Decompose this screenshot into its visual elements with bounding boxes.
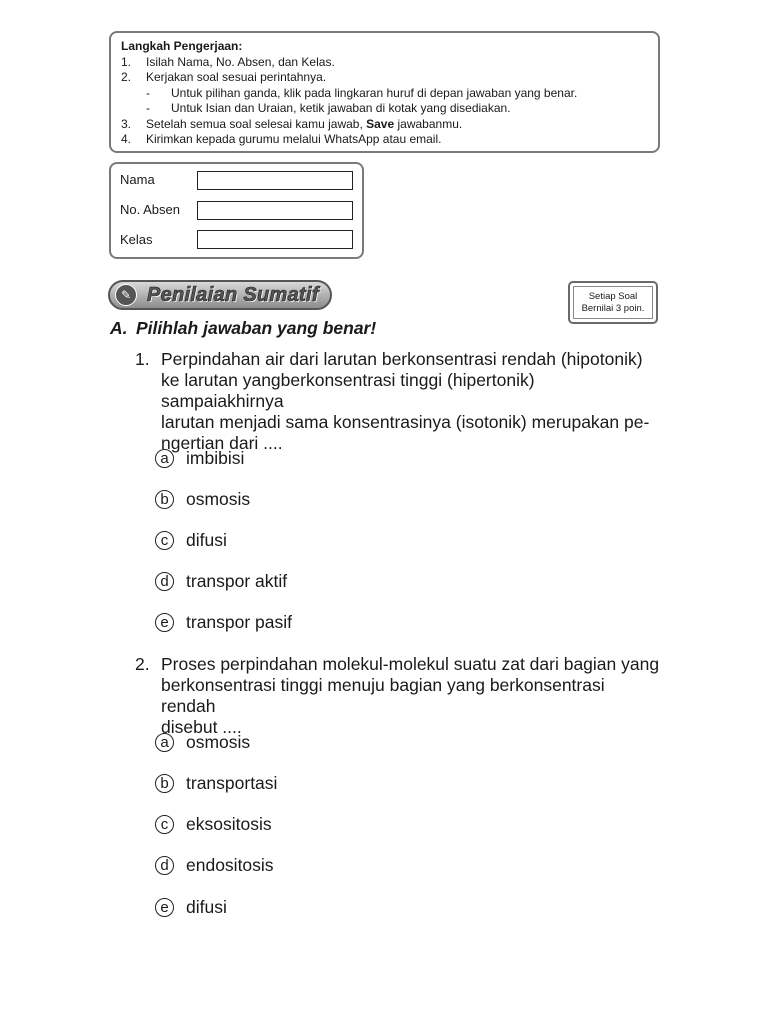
q1-option-e[interactable]: [155, 612, 292, 633]
question-number: 1.: [135, 349, 150, 369]
instruction-substep: [121, 86, 648, 102]
step-text-part: jawabanmu.: [394, 116, 463, 131]
question-line: berkonsentrasi tinggi menuju bagian yang berkonsentrasi rendah: [161, 675, 605, 716]
step-text: [146, 117, 462, 133]
step-number: 3.: [121, 116, 132, 131]
step-text: Kirimkan kepada gurumu melalui WhatsApp atau email.: [146, 132, 442, 146]
section-banner: [108, 280, 332, 310]
absen-label: No. Absen: [120, 202, 180, 217]
option-a-circle[interactable]: a: [155, 449, 174, 468]
step-dash: -: [146, 101, 150, 115]
step-dash: -: [146, 85, 150, 100]
q1-option-c[interactable]: [155, 530, 227, 551]
question-line: ngertian dari ....: [161, 433, 283, 453]
option-b-circle[interactable]: b: [155, 774, 174, 793]
option-e-circle[interactable]: e: [155, 613, 174, 632]
step-text-part: Setelah semua soal selesai kamu jawab,: [146, 116, 367, 131]
option-text: osmosis: [186, 489, 251, 509]
question-1: [135, 349, 660, 454]
class-input[interactable]: [197, 230, 353, 249]
option-text: imbibisi: [186, 448, 245, 468]
step-number: 1.: [121, 54, 132, 69]
instruction-step: [121, 55, 648, 71]
question-line: larutan menjadi sama konsentrasinya (isotonik) merupakan pe-: [161, 412, 650, 432]
question-2: [135, 654, 660, 738]
q1-option-a[interactable]: [155, 448, 244, 469]
option-c-circle[interactable]: c: [155, 531, 174, 550]
q2-option-d[interactable]: [155, 855, 274, 876]
step-text: Untuk pilihan ganda, klik pada lingkaran huruf di depan jawaban yang benar.: [171, 85, 578, 100]
instruction-substep: [121, 101, 648, 117]
class-label: Kelas: [120, 232, 153, 247]
points-inner: [573, 286, 653, 319]
option-text: eksositosis: [186, 814, 272, 834]
pencil-note-icon: ✎: [115, 284, 137, 306]
option-a-circle[interactable]: a: [155, 733, 174, 752]
instruction-step: [121, 132, 648, 148]
step-text: Untuk Isian dan Uraian, ketik jawaban di kotak yang disediakan.: [171, 101, 511, 115]
q2-option-c[interactable]: [155, 814, 272, 835]
option-b-circle[interactable]: b: [155, 490, 174, 509]
option-text: difusi: [186, 530, 227, 550]
banner-title: Penilaian Sumatif: [147, 283, 319, 306]
step-text: Kerjakan soal sesuai perintahnya.: [146, 70, 327, 84]
save-keyword: Save: [366, 116, 395, 131]
absen-input[interactable]: [197, 201, 353, 220]
q2-option-a[interactable]: [155, 732, 250, 753]
question-line: ke larutan yangberkonsentrasi tinggi (hipertonik) sampaiakhirnya: [161, 370, 535, 411]
question-line: disebut ....: [161, 717, 242, 737]
points-box: [568, 281, 658, 324]
section-title: Pilihlah jawaban yang benar!: [136, 318, 377, 338]
option-text: osmosis: [186, 732, 251, 752]
q2-option-e[interactable]: [155, 897, 227, 918]
name-input[interactable]: [197, 171, 353, 190]
q2-option-b[interactable]: [155, 773, 277, 794]
option-text: transpor pasif: [186, 612, 293, 632]
step-text: Isilah Nama, No. Absen, dan Kelas.: [146, 54, 335, 69]
q1-option-b[interactable]: [155, 489, 250, 510]
question-line: Perpindahan air dari larutan berkonsentrasi rendah (hipotonik): [161, 349, 643, 369]
option-c-circle[interactable]: c: [155, 815, 174, 834]
points-line-2: Bernilai 3 poin.: [581, 303, 645, 314]
instructions-title: Langkah Pengerjaan:: [121, 39, 243, 53]
section-letter: A.: [110, 318, 128, 338]
option-d-circle[interactable]: d: [155, 572, 174, 591]
option-text: transpor aktif: [186, 571, 288, 591]
section-heading: [110, 318, 376, 339]
option-d-circle[interactable]: d: [155, 856, 174, 875]
option-text: transportasi: [186, 773, 278, 793]
question-text: [161, 349, 660, 454]
step-number: 4.: [121, 132, 132, 146]
question-text: [161, 654, 660, 738]
q1-option-d[interactable]: [155, 571, 287, 592]
identity-box: [109, 162, 364, 259]
step-number: 2.: [121, 70, 132, 84]
name-label: Nama: [120, 172, 155, 187]
question-number: 2.: [135, 654, 150, 674]
instruction-step: [121, 117, 648, 133]
option-text: difusi: [186, 897, 227, 917]
question-line: Proses perpindahan molekul-molekul suatu zat dari bagian yang: [161, 654, 660, 674]
points-line-1: Setiap Soal: [588, 291, 638, 302]
instruction-step: [121, 70, 648, 86]
instructions-box: [109, 31, 660, 153]
option-text: endositosis: [186, 855, 274, 875]
option-e-circle[interactable]: e: [155, 898, 174, 917]
